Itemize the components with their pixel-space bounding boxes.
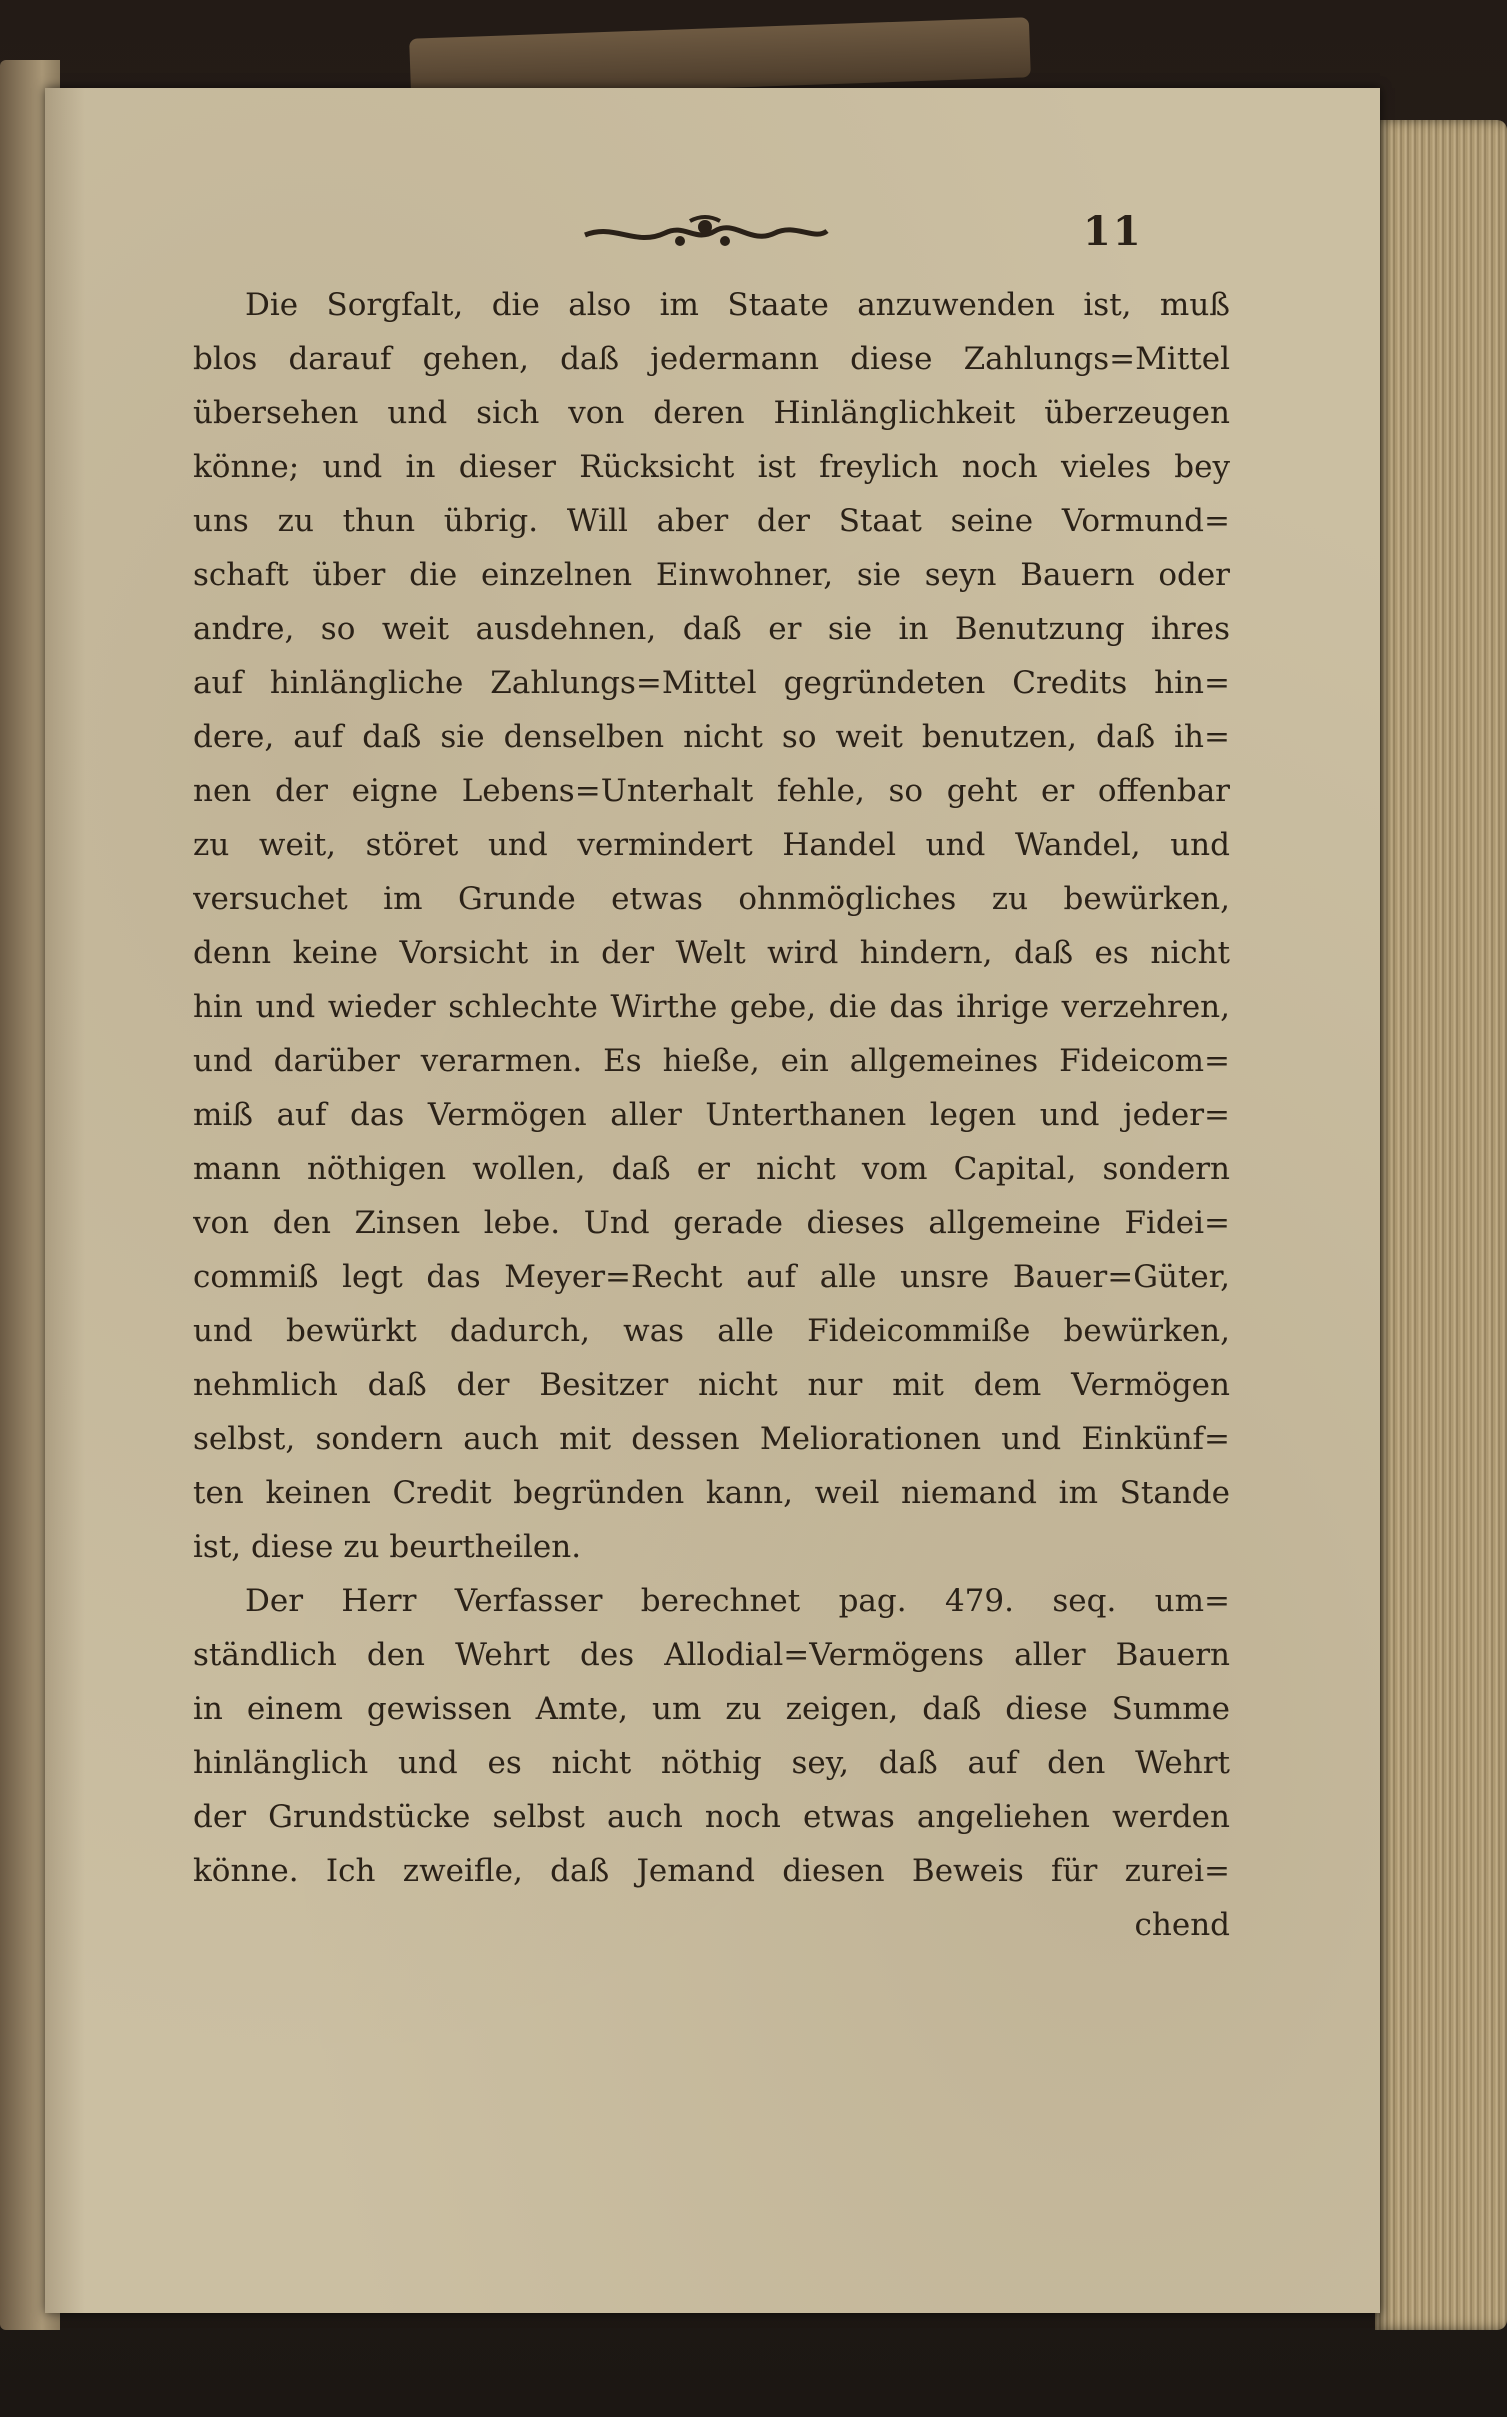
text-line: Der Herr Verfasser berechnet pag. 479. seq. um=: [245, 1583, 1230, 1619]
book-page: [45, 88, 1380, 2313]
text-line: mann nöthigen wollen, daß er nicht vom Capital, sondern: [193, 1151, 1230, 1187]
text-line: nehmlich daß der Besitzer nicht nur mit dem Vermögen: [193, 1367, 1230, 1403]
text-line: auf hinlängliche Zahlungs=Mittel gegründeten Credits hin=: [193, 665, 1230, 701]
catchword: chend: [1134, 1907, 1230, 1943]
text-line: versuchet im Grunde etwas ohnmögliches zu bewürken,: [193, 881, 1230, 917]
text-line: denn keine Vorsicht in der Welt wird hindern, daß es nicht: [193, 935, 1230, 971]
text-line: andre, so weit ausdehnen, daß er sie in Benutzung ihres: [193, 611, 1230, 647]
text-line: commiß legt das Meyer=Recht auf alle unsre Bauer=Güter,: [193, 1259, 1230, 1295]
text-line: könne. Ich zweifle, daß Jemand diesen Beweis für zurei=: [193, 1853, 1230, 1889]
text-line: könne; und in dieser Rücksicht ist freylich noch vieles bey: [193, 449, 1230, 485]
text-line: ist, diese zu beurtheilen.: [193, 1529, 582, 1565]
text-line: blos darauf gehen, daß jedermann diese Zahlungs=Mittel: [193, 341, 1230, 377]
floral-ornament-icon: [575, 213, 835, 253]
text-line: der Grundstücke selbst auch noch etwas angeliehen werden: [193, 1799, 1230, 1835]
text-line: schaft über die einzelnen Einwohner, sie seyn Bauern oder: [193, 557, 1230, 593]
text-line: und bewürkt dadurch, was alle Fideicommiße bewürken,: [193, 1313, 1230, 1349]
page-number: 11: [1083, 208, 1143, 255]
text-line: von den Zinsen lebe. Und gerade dieses allgemeine Fidei=: [193, 1205, 1230, 1241]
text-line: nen der eigne Lebens=Unterhalt fehle, so geht er offenbar: [193, 773, 1230, 809]
text-line: hin und wieder schlechte Wirthe gebe, die das ihrige verzehren,: [193, 989, 1230, 1025]
text-line: hinlänglich und es nicht nöthig sey, daß auf den Wehrt: [193, 1745, 1230, 1781]
text-line: uns zu thun übrig. Will aber der Staat seine Vormund=: [193, 503, 1230, 539]
page-edges: [1375, 120, 1507, 2330]
text-line: Die Sorgfalt, die also im Staate anzuwenden ist, muß: [245, 287, 1230, 323]
text-line: ten keinen Credit begründen kann, weil niemand im Stande: [193, 1475, 1230, 1511]
text-line: ständlich den Wehrt des Allodial=Vermögens aller Bauern: [193, 1637, 1230, 1673]
text-line: und darüber verarmen. Es hieße, ein allgemeines Fideicom=: [193, 1043, 1230, 1079]
text-line: miß auf das Vermögen aller Unterthanen legen und jeder=: [193, 1097, 1230, 1133]
text-line: selbst, sondern auch mit dessen Meliorationen und Einkünf=: [193, 1421, 1230, 1457]
text-line: in einem gewissen Amte, um zu zeigen, daß diese Summe: [193, 1691, 1230, 1727]
text-line: übersehen und sich von deren Hinlänglichkeit überzeugen: [193, 395, 1230, 431]
text-line: dere, auf daß sie denselben nicht so weit benutzen, daß ih=: [193, 719, 1230, 755]
body-text: [193, 278, 1230, 1952]
text-line: zu weit, störet und vermindert Handel und Wandel, und: [193, 827, 1230, 863]
